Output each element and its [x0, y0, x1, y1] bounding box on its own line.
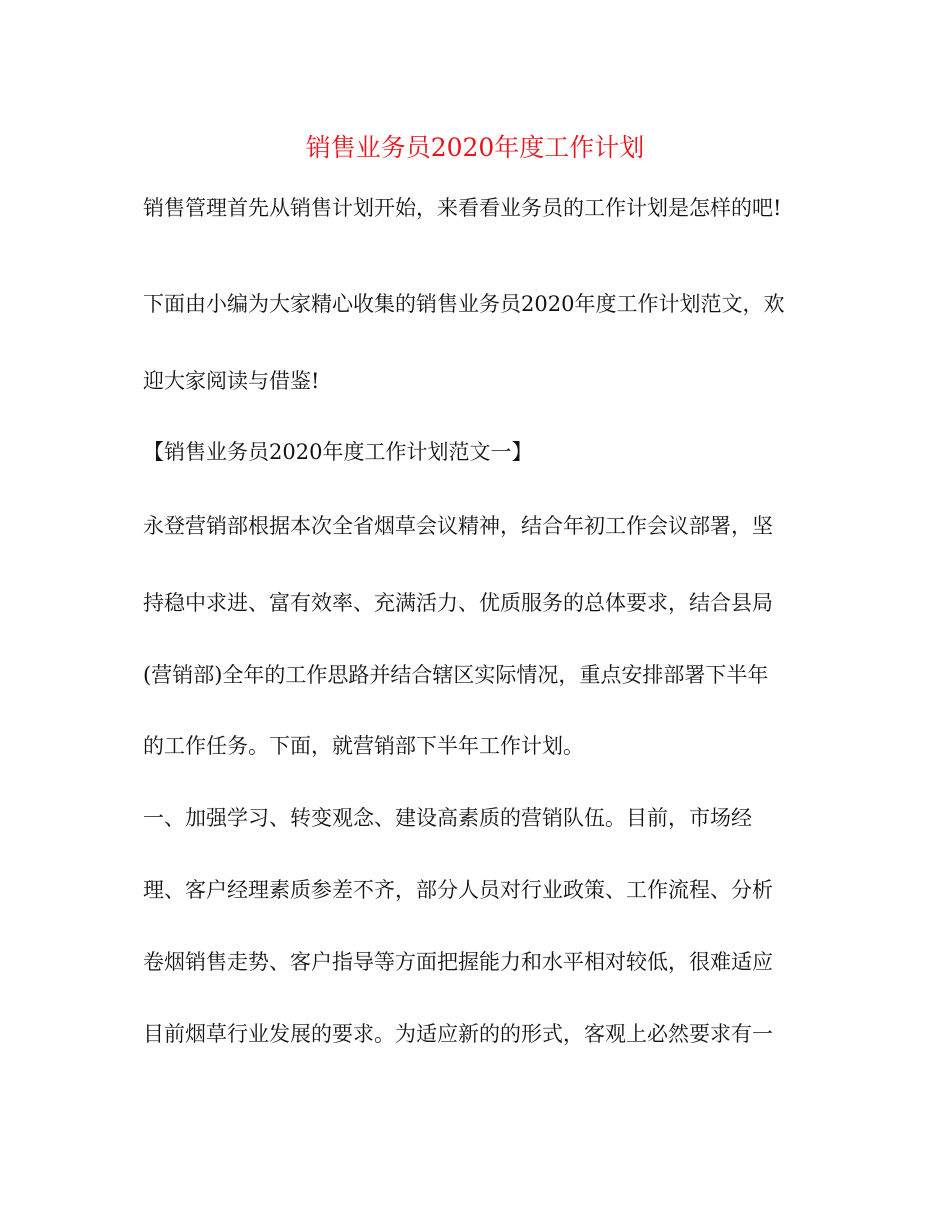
- paragraph-line: 一、加强学习、转变观念、建设高素质的营销队伍。目前，市场经: [143, 806, 752, 830]
- paragraph-line: 下面由小编为大家精心收集的销售业务员2020年度工作计划范文，欢: [143, 292, 785, 316]
- section-heading: 【销售业务员2020年度工作计划范文一】: [143, 440, 533, 464]
- paragraph-line: 持稳中求进、富有效率、充满活力、优质服务的总体要求，结合县局: [143, 591, 773, 615]
- paragraph-line: 目前烟草行业发展的要求。为适应新的的形式，客观上必然要求有一: [143, 1022, 773, 1046]
- paragraph-line: 销售管理首先从销售计划开始，来看看业务员的工作计划是怎样的吧!: [143, 196, 782, 220]
- document-title: 销售业务员2020年度工作计划: [305, 133, 645, 162]
- paragraph-line: 迎大家阅读与借鉴!: [143, 369, 320, 393]
- paragraph-line: 永登营销部根据本次全省烟草会议精神，结合年初工作会议部署，坚: [143, 514, 773, 538]
- paragraph-line: 的工作任务。下面，就营销部下半年工作计划。: [143, 734, 584, 758]
- paragraph-line: (营销部)全年的工作思路并结合辖区实际情况，重点安排部署下半年: [143, 663, 769, 687]
- paragraph-line: 卷烟销售走势、客户指导等方面把握能力和水平相对较低，很难适应: [143, 950, 773, 974]
- paragraph-line: 理、客户经理素质参差不齐，部分人员对行业政策、工作流程、分析: [143, 878, 773, 902]
